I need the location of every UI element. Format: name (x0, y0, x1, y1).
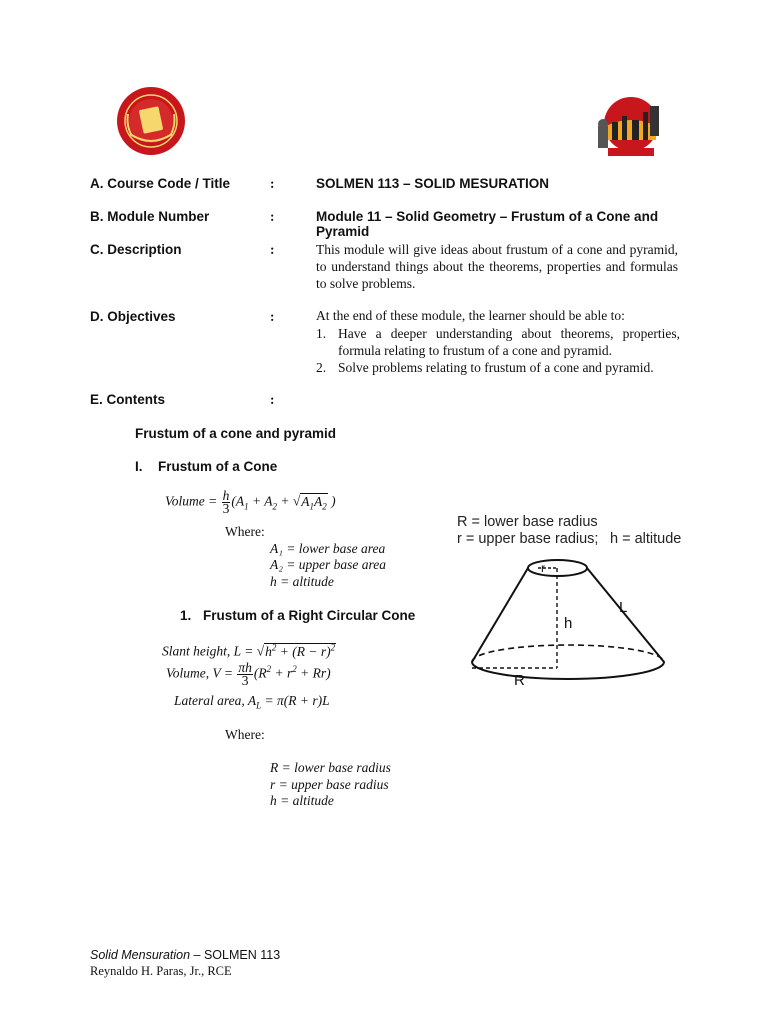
objective-item (316, 359, 680, 376)
objectives-intro: At the end of these module, the learner should be able to: (316, 308, 625, 323)
objective-number: 2. (316, 360, 327, 375)
description-text: This module will give ideas about frustum of a cone and pyramid, to understand things about the theorems, properties and formulas to solve problems. (316, 242, 678, 291)
objective-text: Have a deeper understanding about theorems, properties, formula relating to frustum of a cone and pyramid. (338, 326, 680, 358)
section-title: Frustum of a Cone (158, 459, 278, 474)
subsection-title: Frustum of a Right Circular Cone (203, 608, 416, 623)
objective-item (316, 325, 680, 359)
course-code-value: SOLMEN 113 – SOLID MESURATION (316, 176, 550, 191)
footer-course (90, 948, 280, 962)
slant-height-formula: Slant height, $L = √h^2 + (R - r)^2$ (162, 642, 336, 659)
university-seal-logo (116, 86, 186, 156)
contents-label: E. Contents (90, 392, 166, 407)
volume-v-formula: Volume, V = $\frac{\pi h}{3}$ $(R^2 + r^2 + Rr)$ (166, 660, 331, 688)
lateral-area-label: Lateral area, A (174, 693, 257, 708)
contents-heading: Frustum of a cone and pyramid (135, 426, 337, 441)
figure-legend-line2: r = upper base radius; (457, 531, 599, 547)
label-L: L (619, 599, 628, 616)
objective-text: Solve problems relating to frustum of a cone and pyramid. (338, 360, 654, 375)
volume-formula: Volume = $\frac{h}{3}$ ($A_1 + A_2 + √A_1A_2$ ) (165, 488, 336, 516)
slant-height-label: Slant height, L = (162, 643, 254, 659)
label-h: h (564, 615, 573, 632)
contents-colon: : (270, 392, 275, 407)
definition-a1: A₁ = lower base area (270, 541, 386, 556)
subsection-number: 1. (180, 608, 192, 623)
definition-h-2: h = altitude (270, 793, 334, 808)
footer-course-italic: Solid Mensuration (90, 948, 191, 962)
objectives-colon: : (270, 309, 275, 324)
module-number-colon: : (270, 209, 275, 224)
frustum-figure (450, 510, 690, 700)
where-label-2: Where: (225, 727, 265, 742)
course-code-colon: : (270, 176, 275, 191)
definition-r: r = upper base radius (270, 777, 389, 792)
module-number-label: B. Module Number (90, 209, 210, 224)
footer-course-code: – SOLMEN 113 (190, 948, 281, 962)
where-label: Where: (225, 524, 265, 539)
section-number: I. (135, 459, 143, 474)
definition-a2: A₂ = upper base area (270, 557, 387, 572)
volume-v-label: Volume, V = (166, 665, 233, 681)
figure-legend-line1: R = lower base radius (457, 514, 598, 530)
label-R: R (514, 672, 525, 689)
course-code-label: A. Course Code / Title (90, 176, 231, 191)
figure-legend-altitude: h = altitude (610, 531, 682, 547)
description-label: C. Description (90, 242, 182, 257)
lateral-area-formula: Lateral area, $A_L = \pi(R + r)L$ (174, 693, 330, 711)
definition-R: R = lower base radius (270, 760, 391, 775)
lateral-area-rhs: = π(R + r)L (264, 693, 330, 708)
college-logo (594, 96, 668, 158)
objective-number: 1. (316, 326, 327, 341)
footer-author: Reynaldo H. Paras, Jr., RCE (90, 964, 232, 978)
objectives-list (316, 325, 680, 376)
objectives-label: D. Objectives (90, 309, 176, 324)
label-r: r (541, 561, 545, 575)
description-colon: : (270, 242, 275, 257)
volume-label: Volume = (165, 493, 218, 509)
definition-h: h = altitude (270, 574, 334, 589)
module-number-value: Module 11 – Solid Geometry – Frustum of a Cone and Pyramid (316, 209, 659, 239)
